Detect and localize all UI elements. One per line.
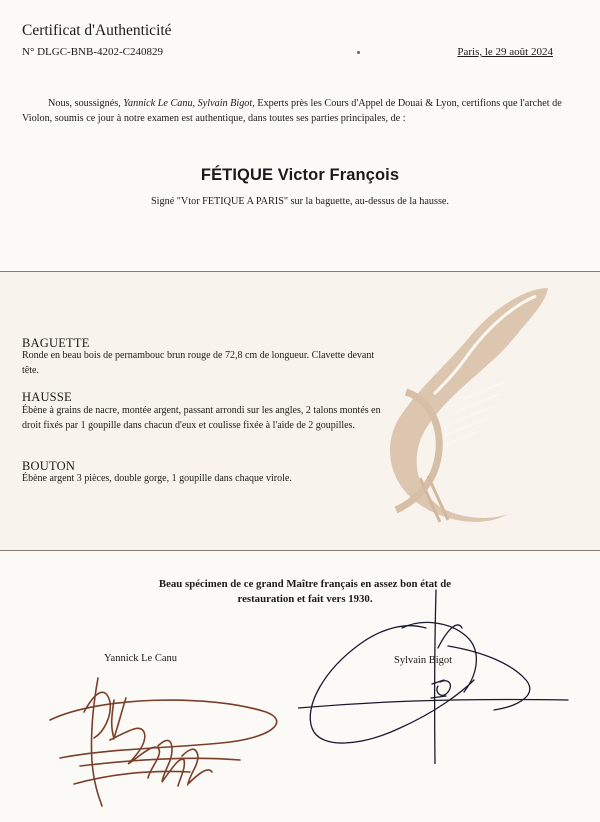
section-text-bouton: Ébène argent 3 pièces, double gorge, 1 goupille dans chaque virole. (22, 473, 292, 484)
certificate-title: Certificat d'Authenticité (22, 22, 172, 39)
certificate-number: N° DLGC-BNB-4202-C240829 (22, 46, 163, 58)
maker-name: FÉTIQUE Victor François (200, 166, 400, 184)
fold-line-bottom (0, 550, 600, 551)
intro-rest: , Experts près les Cours d'Appel de Douai & Lyon, certifions que l'archet de Violon, soumis ce jour à notre examen est authentique, dans toutes ses parties principales, de : (22, 98, 562, 124)
stamp-description: Signé "Vtor FETIQUE A PARIS" sur la baguette, au-dessus de la hausse. (151, 196, 449, 207)
signature-left (40, 660, 295, 810)
signatory-left-name: Yannick Le Canu (104, 653, 178, 664)
section-text-baguette: Ronde en beau bois de pernambouc brun rouge de 72,8 cm de longueur. Clavette devant tête. (22, 350, 375, 376)
violin-bow-emblem (376, 282, 554, 537)
section-heading-baguette: BAGUETTE (22, 336, 90, 350)
section-heading-bouton: BOUTON (22, 459, 76, 473)
intro-lead: Nous, soussignés, (48, 98, 124, 109)
top-panel (0, 0, 600, 272)
fold-line-top (0, 271, 600, 272)
signatory-right-name: Sylvain Bigot (394, 655, 453, 666)
place-date: Paris, le 29 août 2024 (457, 46, 553, 58)
closing-line-1: Beau spécimen de ce grand Maître français en assez bon état de (158, 578, 452, 590)
signature-right (298, 588, 570, 764)
section-text-hausse: Ébène à grains de nacre, montée argent, passant arrondi sur les angles, 2 talons montés en droit fixés par 1 goupille dans chacun d'eux et coulisse fixée à l'aide de 2 goupilles. (22, 405, 381, 431)
closing-line-2: restauration et fait vers 1930. (237, 593, 373, 605)
section-heading-hausse: HAUSSE (22, 390, 72, 404)
stray-mark (357, 51, 360, 54)
intro-experts: Yannick Le Canu, Sylvain Bigot (123, 98, 253, 109)
intro-paragraph (22, 96, 567, 126)
